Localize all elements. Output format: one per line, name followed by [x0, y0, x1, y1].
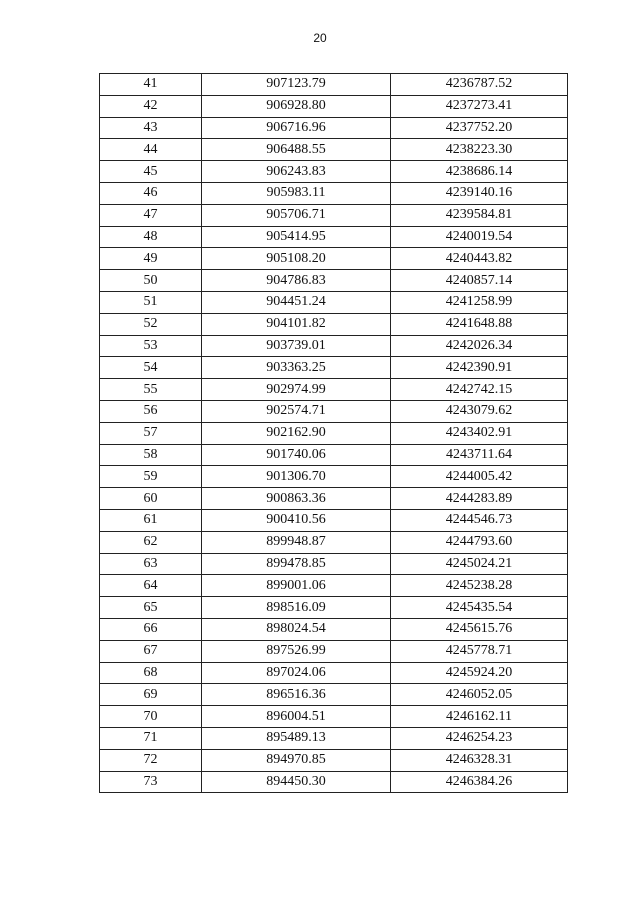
table-row	[100, 95, 568, 117]
table-row	[100, 226, 568, 248]
x-coordinate-cell: 906243.83	[202, 161, 391, 183]
y-coordinate-cell: 4243079.62	[391, 400, 568, 422]
y-coordinate-cell: 4244005.42	[391, 466, 568, 488]
x-coordinate-cell: 906716.96	[202, 117, 391, 139]
table-row	[100, 727, 568, 749]
table-row	[100, 422, 568, 444]
point-number-cell: 55	[100, 379, 202, 401]
table-row	[100, 204, 568, 226]
x-coordinate-cell: 901740.06	[202, 444, 391, 466]
x-coordinate-cell: 905414.95	[202, 226, 391, 248]
point-number-cell: 47	[100, 204, 202, 226]
table-row	[100, 531, 568, 553]
x-coordinate-cell: 907123.79	[202, 74, 391, 96]
x-coordinate-cell: 894450.30	[202, 771, 391, 793]
point-number-cell: 63	[100, 553, 202, 575]
y-coordinate-cell: 4237752.20	[391, 117, 568, 139]
table-row	[100, 379, 568, 401]
point-number-cell: 44	[100, 139, 202, 161]
table-row	[100, 749, 568, 771]
x-coordinate-cell: 903363.25	[202, 357, 391, 379]
point-number-cell: 60	[100, 488, 202, 510]
table-row	[100, 640, 568, 662]
x-coordinate-cell: 897526.99	[202, 640, 391, 662]
y-coordinate-cell: 4240857.14	[391, 270, 568, 292]
table-row	[100, 444, 568, 466]
y-coordinate-cell: 4242390.91	[391, 357, 568, 379]
point-number-cell: 61	[100, 509, 202, 531]
point-number-cell: 48	[100, 226, 202, 248]
x-coordinate-cell: 904451.24	[202, 291, 391, 313]
table-row	[100, 313, 568, 335]
y-coordinate-cell: 4238686.14	[391, 161, 568, 183]
y-coordinate-cell: 4245924.20	[391, 662, 568, 684]
table-row	[100, 509, 568, 531]
y-coordinate-cell: 4243711.64	[391, 444, 568, 466]
table-row	[100, 400, 568, 422]
y-coordinate-cell: 4244283.89	[391, 488, 568, 510]
y-coordinate-cell: 4239584.81	[391, 204, 568, 226]
point-number-cell: 58	[100, 444, 202, 466]
point-number-cell: 62	[100, 531, 202, 553]
y-coordinate-cell: 4240443.82	[391, 248, 568, 270]
x-coordinate-cell: 904101.82	[202, 313, 391, 335]
y-coordinate-cell: 4246162.11	[391, 706, 568, 728]
table-row	[100, 74, 568, 96]
table-row	[100, 248, 568, 270]
x-coordinate-cell: 905706.71	[202, 204, 391, 226]
y-coordinate-cell: 4246052.05	[391, 684, 568, 706]
point-number-cell: 43	[100, 117, 202, 139]
table-row	[100, 270, 568, 292]
y-coordinate-cell: 4245778.71	[391, 640, 568, 662]
table-row	[100, 597, 568, 619]
point-number-cell: 66	[100, 618, 202, 640]
x-coordinate-cell: 905983.11	[202, 182, 391, 204]
table-row	[100, 139, 568, 161]
point-number-cell: 53	[100, 335, 202, 357]
point-number-cell: 64	[100, 575, 202, 597]
x-coordinate-cell: 900410.56	[202, 509, 391, 531]
point-number-cell: 68	[100, 662, 202, 684]
y-coordinate-cell: 4245024.21	[391, 553, 568, 575]
x-coordinate-cell: 902162.90	[202, 422, 391, 444]
point-number-cell: 57	[100, 422, 202, 444]
x-coordinate-cell: 900863.36	[202, 488, 391, 510]
point-number-cell: 41	[100, 74, 202, 96]
y-coordinate-cell: 4239140.16	[391, 182, 568, 204]
point-number-cell: 46	[100, 182, 202, 204]
y-coordinate-cell: 4241258.99	[391, 291, 568, 313]
x-coordinate-cell: 894970.85	[202, 749, 391, 771]
table-row	[100, 618, 568, 640]
x-coordinate-cell: 902974.99	[202, 379, 391, 401]
x-coordinate-cell: 903739.01	[202, 335, 391, 357]
y-coordinate-cell: 4242742.15	[391, 379, 568, 401]
y-coordinate-cell: 4246254.23	[391, 727, 568, 749]
y-coordinate-cell: 4244546.73	[391, 509, 568, 531]
table-row	[100, 117, 568, 139]
table-row	[100, 182, 568, 204]
y-coordinate-cell: 4240019.54	[391, 226, 568, 248]
table-row	[100, 357, 568, 379]
x-coordinate-cell: 899948.87	[202, 531, 391, 553]
y-coordinate-cell: 4245435.54	[391, 597, 568, 619]
y-coordinate-cell: 4244793.60	[391, 531, 568, 553]
coordinates-table	[99, 73, 568, 793]
point-number-cell: 70	[100, 706, 202, 728]
point-number-cell: 73	[100, 771, 202, 793]
point-number-cell: 71	[100, 727, 202, 749]
table-row	[100, 161, 568, 183]
x-coordinate-cell: 904786.83	[202, 270, 391, 292]
point-number-cell: 69	[100, 684, 202, 706]
y-coordinate-cell: 4238223.30	[391, 139, 568, 161]
y-coordinate-cell: 4243402.91	[391, 422, 568, 444]
x-coordinate-cell: 896004.51	[202, 706, 391, 728]
table-row	[100, 706, 568, 728]
y-coordinate-cell: 4236787.52	[391, 74, 568, 96]
y-coordinate-cell: 4245615.76	[391, 618, 568, 640]
point-number-cell: 56	[100, 400, 202, 422]
table-row	[100, 466, 568, 488]
table-row	[100, 662, 568, 684]
point-number-cell: 45	[100, 161, 202, 183]
table-row	[100, 488, 568, 510]
y-coordinate-cell: 4241648.88	[391, 313, 568, 335]
table-row	[100, 553, 568, 575]
y-coordinate-cell: 4242026.34	[391, 335, 568, 357]
x-coordinate-cell: 901306.70	[202, 466, 391, 488]
y-coordinate-cell: 4245238.28	[391, 575, 568, 597]
x-coordinate-cell: 906488.55	[202, 139, 391, 161]
point-number-cell: 72	[100, 749, 202, 771]
point-number-cell: 49	[100, 248, 202, 270]
x-coordinate-cell: 898024.54	[202, 618, 391, 640]
y-coordinate-cell: 4246328.31	[391, 749, 568, 771]
table-row	[100, 771, 568, 793]
point-number-cell: 51	[100, 291, 202, 313]
x-coordinate-cell: 896516.36	[202, 684, 391, 706]
table-row	[100, 335, 568, 357]
point-number-cell: 54	[100, 357, 202, 379]
table-row	[100, 684, 568, 706]
x-coordinate-cell: 897024.06	[202, 662, 391, 684]
point-number-cell: 59	[100, 466, 202, 488]
x-coordinate-cell: 895489.13	[202, 727, 391, 749]
point-number-cell: 65	[100, 597, 202, 619]
page-number: 20	[313, 31, 327, 45]
y-coordinate-cell: 4246384.26	[391, 771, 568, 793]
x-coordinate-cell: 898516.09	[202, 597, 391, 619]
x-coordinate-cell: 905108.20	[202, 248, 391, 270]
table-row	[100, 291, 568, 313]
x-coordinate-cell: 902574.71	[202, 400, 391, 422]
x-coordinate-cell: 906928.80	[202, 95, 391, 117]
point-number-cell: 42	[100, 95, 202, 117]
point-number-cell: 50	[100, 270, 202, 292]
point-number-cell: 52	[100, 313, 202, 335]
x-coordinate-cell: 899001.06	[202, 575, 391, 597]
table-row	[100, 575, 568, 597]
point-number-cell: 67	[100, 640, 202, 662]
coordinates-table-body	[100, 74, 568, 793]
x-coordinate-cell: 899478.85	[202, 553, 391, 575]
y-coordinate-cell: 4237273.41	[391, 95, 568, 117]
